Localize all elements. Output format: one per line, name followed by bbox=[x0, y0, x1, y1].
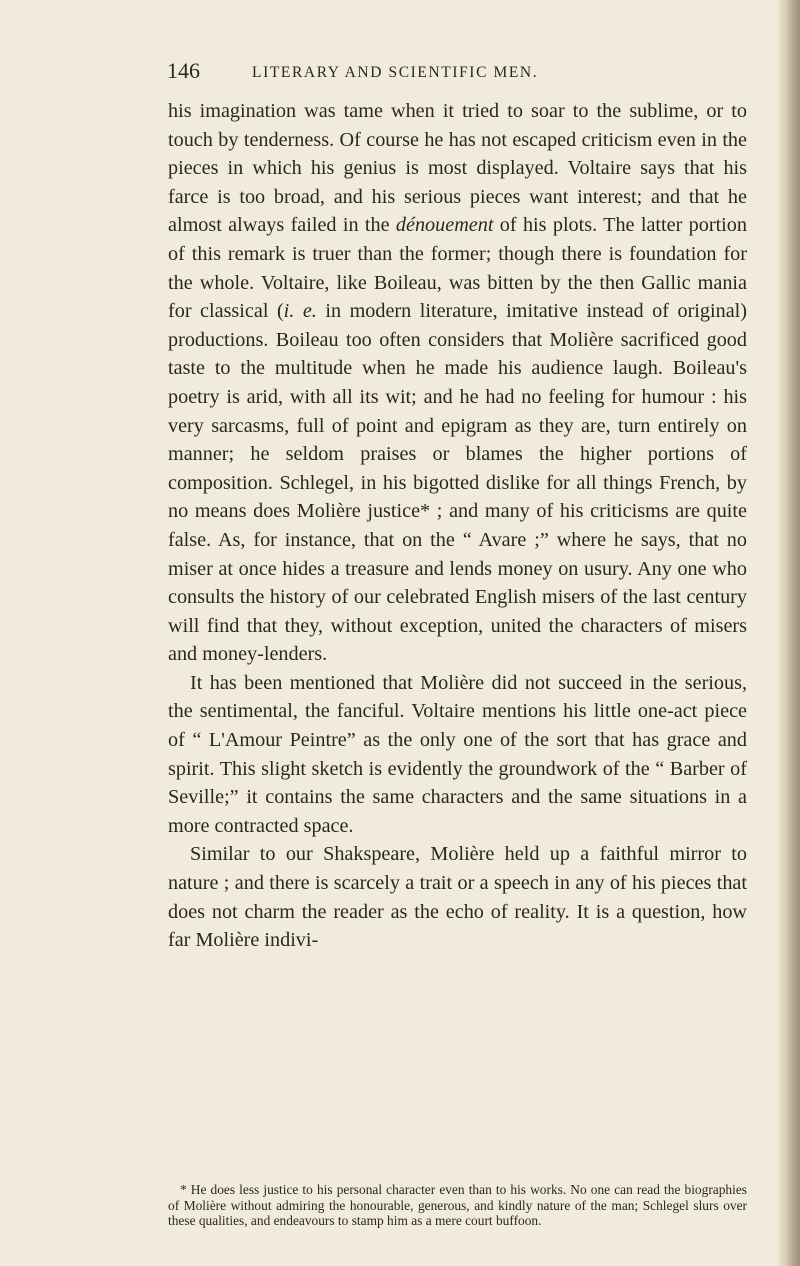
text-segment: his imagination was tame when it tried to soar to the sublime, or to touch by tenderness. Of course he has not escaped criticism even in the pieces in which his genius is most displayed. Voltaire says that his farce is too broad, and his serious pieces want interest; and that he almost always failed in the bbox=[168, 100, 747, 237]
page-number: 146 bbox=[167, 58, 200, 83]
text-segment: It has been mentioned that Molière did not succeed in the serious, the sentimental, the fanciful. Voltaire mentions his little one-act piece of “ L'Amour Peintre” as the only one of the sort that has grace and spirit. This slight sketch is evidently the groundwork of the “ Barber of Seville;” it contains the same characters and the same situations in a more contracted space. bbox=[168, 671, 747, 837]
footnote-marker: * bbox=[180, 1182, 187, 1197]
footnote-text: He does less justice to his personal character even than to his works. No one can read the biographies of Molière without admiring the honourable, generous, and kindly nature of the man; Schlegel slurs over these qualities, and endeavours to stamp him as a mere court buffoon. bbox=[168, 1182, 747, 1229]
page-edge-shadow bbox=[778, 0, 800, 1266]
paragraph bbox=[168, 669, 747, 841]
footnotes bbox=[168, 1182, 747, 1229]
running-title: LITERARY AND SCIENTIFIC MEN. bbox=[252, 64, 539, 81]
body-text bbox=[168, 97, 747, 955]
page-header bbox=[0, 58, 800, 92]
text-segment: in modern literature, imitative instead of original) productions. Boileau too often considers that Molière sacrificed good taste to the multitude when he made his audience laugh. Boileau's poetry is arid, with all its wit; and he had no feeling for humour : his very sarcasms, full of point and epigram as they are, turn entirely on manner; he seldom praises or blames the higher portions of composition. Schlegel, in his bigotted dislike for all things French, by no means does Molière justice* ; and many of his criticisms are quite false. As, for instance, that on the “ Avare ;” where he says, that no miser at once hides a treasure and lends money on usury. Any one who consults the history of our celebrated English misers of the last century will find that they, without exception, united the characters of misers and money-lenders. bbox=[168, 300, 747, 666]
italic-text: i. e. bbox=[283, 300, 317, 323]
italic-text: dénouement bbox=[395, 214, 494, 237]
text-segment: Similar to our Shakspeare, Molière held up a faithful mirror to nature ; and there is scarcely a trait or a speech in any of his pieces that does not charm the reader as the echo of reality. It is a question, how far Molière indivi- bbox=[168, 843, 747, 952]
text-segment: of his plots. The latter portion of this remark is truer than the former; though there is foundation for the whole. Voltaire, like Boileau, was bitten by the then Gallic mania for classical ( bbox=[168, 214, 747, 323]
footnote bbox=[168, 1182, 747, 1229]
paragraph bbox=[168, 840, 747, 954]
paragraph bbox=[168, 97, 747, 669]
